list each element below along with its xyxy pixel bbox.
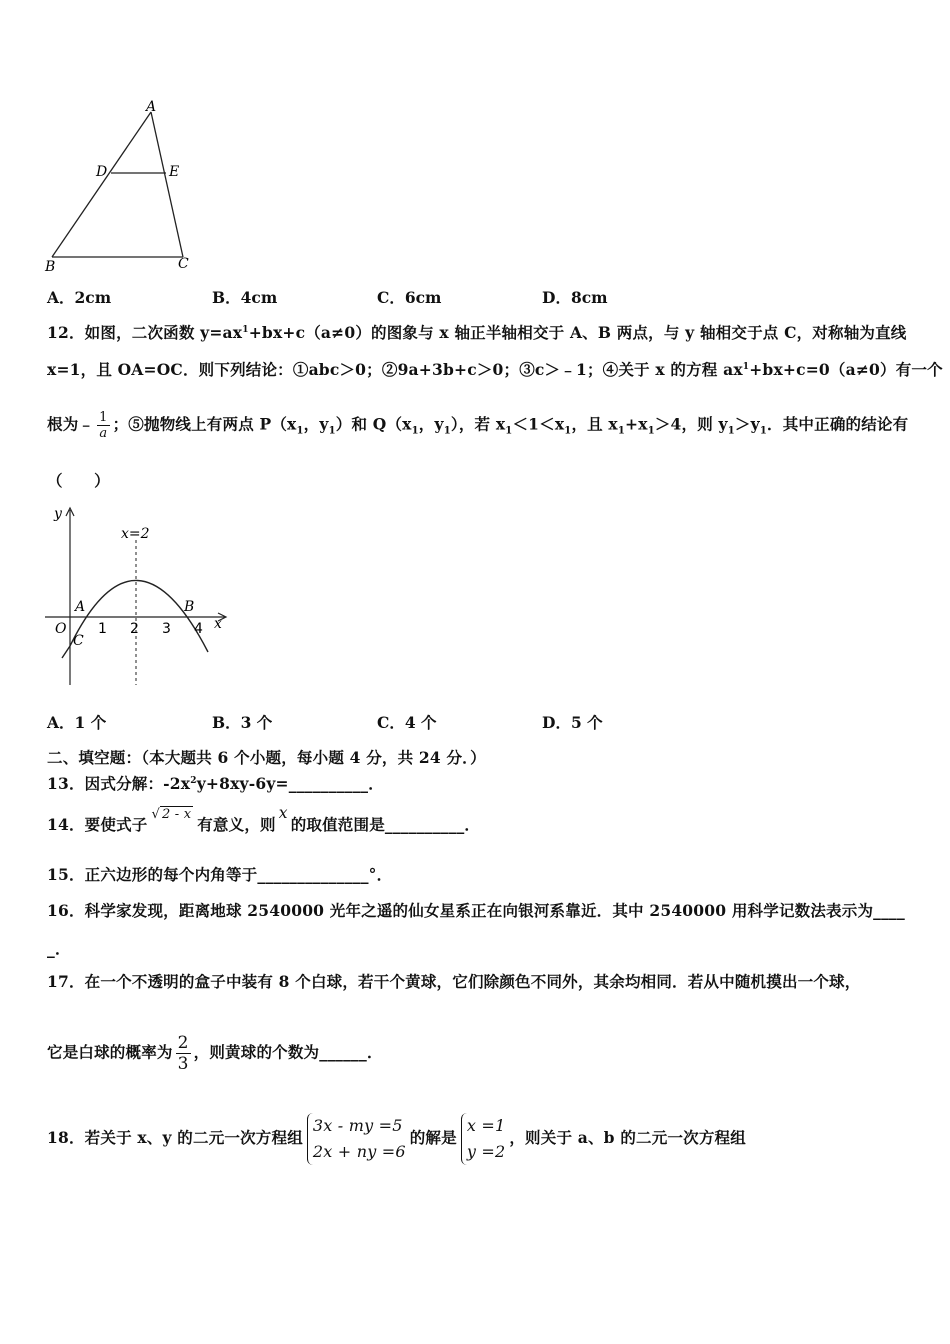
- tick-3: 3: [162, 621, 171, 637]
- q18: 18．若关于 x、y 的二元一次方程组 3x - my =5 2x + ny =6 的解是 x =1 y =2 ，则关于 a、b 的二元一次方程组: [47, 1113, 746, 1165]
- radical-expression: √ 2 - x: [151, 807, 192, 822]
- q12-line-3: 根为﹣ $\frac{1}{a}$ ；⑤抛物线上有两点 $P(x_1$，$y_1$）和 $Q(x_1$，$y_1$），若 $x_1<1<x_1$，且 $x_1+x_1>4$，则 $y_1>y_1$．其中正确的结论有: [47, 410, 909, 441]
- q11-option-d: D．8cm: [542, 288, 608, 307]
- q16-line-2: _．: [47, 939, 71, 958]
- origin-label: O: [55, 621, 67, 637]
- q11-option-a: A．2cm: [47, 288, 112, 307]
- q12-option-c: C．4 个: [377, 713, 437, 732]
- point-a-label: A: [75, 599, 86, 615]
- triangle-figure: [40, 100, 200, 280]
- tick-1: 1: [98, 621, 107, 637]
- section-2-heading: 二、填空题：（本大题共 6 个小题，每小题 4 分，共 24 分．）: [47, 748, 486, 767]
- label-C: C: [178, 256, 189, 272]
- symmetry-axis-label: x=2: [121, 526, 150, 542]
- label-E: E: [169, 164, 180, 180]
- point-b-label: B: [184, 599, 195, 615]
- equation-system: 3x - my =5 2x + ny =6: [307, 1113, 406, 1165]
- label-D: D: [96, 164, 108, 180]
- q17-line-2: 它是白球的概率为 $\frac{2}{3}$ ，则黄球的个数为______．: [47, 1033, 383, 1074]
- axis-y-label: y: [54, 506, 62, 522]
- fraction-2-over-3: $\frac{2}{3}$: [177, 1033, 189, 1074]
- q13: 13．因式分解：$-2x^2y+8xy-6y=\_\_\_\_\_\_\_\_\_\_$．: [47, 774, 384, 793]
- label-A: A: [146, 100, 157, 115]
- q12-line-2: x=1，且 OA=OC．则下列结论：①abc＞0；②9a+3b+c＞0；③c＞﹣1；④关于 x 的方程 $ax^1+bx+c=0(a\ne 0)$有一个: [47, 360, 943, 379]
- axis-x-label: x: [214, 616, 222, 632]
- parabola-figure: [40, 500, 240, 690]
- q14: 14．要使式子√ 2 - x有意义，则x的取值范围是__________．: [47, 804, 481, 834]
- q11-option-c: C．6cm: [377, 288, 442, 307]
- solution-system: x =1 y =2: [461, 1113, 506, 1165]
- q11-option-b: B．4cm: [212, 288, 278, 307]
- q15: 15．正六边形的每个内角等于______________°．: [47, 865, 393, 884]
- tick-2: 2: [130, 621, 139, 637]
- q16-line-1: 16．科学家发现，距离地球 2540000 光年之遥的仙女星系正在向银河系靠近．其中 2540000 用科学记数法表示为____: [47, 901, 905, 920]
- tick-4: 4: [194, 621, 203, 637]
- label-B: B: [45, 259, 56, 275]
- q17-line-1: 17．在一个不透明的盒子中装有 8 个白球，若干个黄球，它们除颜色不同外，其余均相同．若从中随机摸出一个球，: [47, 972, 861, 991]
- q12-answer-paren: （ ）: [47, 471, 110, 490]
- q12-option-a: A．1 个: [47, 713, 107, 732]
- q12-option-d: D．5 个: [542, 713, 603, 732]
- q12-line-1: 12．如图，二次函数 $y=ax^1+bx+c(a\ne 0)$的图象与 x 轴正半轴相交于 A、B 两点，与 y 轴相交于点 C，对称轴为直线: [47, 323, 907, 342]
- fraction-1-over-a: $\frac{1}{a}$: [99, 410, 108, 441]
- point-c-label: C: [73, 633, 84, 649]
- q12-option-b: B．3 个: [212, 713, 273, 732]
